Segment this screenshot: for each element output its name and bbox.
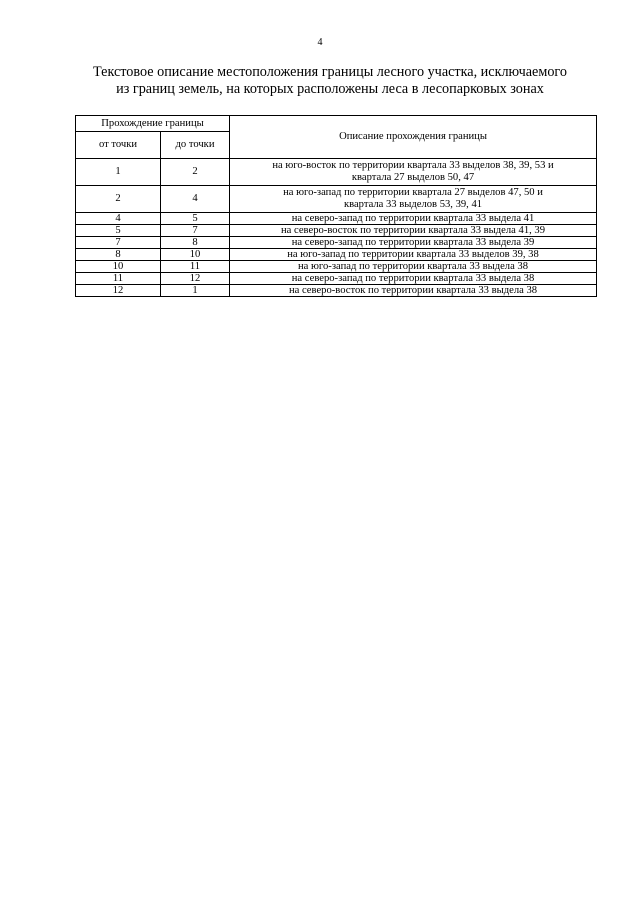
title-line-2: из границ земель, на которых расположены леса в лесопарковых зонах bbox=[116, 81, 544, 97]
cell-from: 2 bbox=[76, 186, 161, 213]
table-row bbox=[76, 261, 597, 273]
cell-description: на северо-запад по территории квартала 33 выдела 41 bbox=[230, 213, 597, 225]
document-title bbox=[60, 64, 600, 98]
header-to-point: до точки bbox=[161, 132, 230, 159]
cell-from: 8 bbox=[76, 249, 161, 261]
cell-description: на юго-запад по территории квартала 33 выделов 39, 38 bbox=[230, 249, 597, 261]
page-number: 4 bbox=[317, 37, 323, 48]
table-row bbox=[76, 237, 597, 249]
table-row bbox=[76, 249, 597, 261]
description-line: квартала 27 выделов 50, 47 bbox=[351, 172, 475, 183]
cell-from: 12 bbox=[76, 285, 161, 297]
cell-description: на северо-запад по территории квартала 33 выдела 39 bbox=[230, 237, 597, 249]
cell-from: 10 bbox=[76, 261, 161, 273]
header-from-point: от точки bbox=[76, 132, 161, 159]
cell-description: на юго-запад по территории квартала 33 выдела 38 bbox=[230, 261, 597, 273]
cell-description bbox=[230, 159, 597, 186]
cell-to: 2 bbox=[161, 159, 230, 186]
table-row bbox=[76, 225, 597, 237]
cell-to: 8 bbox=[161, 237, 230, 249]
cell-to: 11 bbox=[161, 261, 230, 273]
table-row bbox=[76, 213, 597, 225]
cell-description bbox=[230, 186, 597, 213]
header-description: Описание прохождения границы bbox=[230, 116, 597, 159]
cell-description: на северо-восток по территории квартала 33 выдела 41, 39 bbox=[230, 225, 597, 237]
cell-from: 7 bbox=[76, 237, 161, 249]
table-row bbox=[76, 186, 597, 213]
cell-from: 1 bbox=[76, 159, 161, 186]
cell-description: на северо-восток по территории квартала 33 выдела 38 bbox=[230, 285, 597, 297]
cell-from: 11 bbox=[76, 273, 161, 285]
table-row bbox=[76, 273, 597, 285]
description-line: квартала 33 выделов 53, 39, 41 bbox=[343, 199, 483, 210]
cell-to: 1 bbox=[161, 285, 230, 297]
cell-from: 4 bbox=[76, 213, 161, 225]
cell-description: на северо-запад по территории квартала 33 выдела 38 bbox=[230, 273, 597, 285]
title-line-1: Текстовое описание местоположения границы лесного участка, исключаемого bbox=[93, 64, 567, 80]
cell-to: 12 bbox=[161, 273, 230, 285]
cell-from: 5 bbox=[76, 225, 161, 237]
header-boundary-passage: Прохождение границы bbox=[76, 116, 230, 132]
cell-to: 4 bbox=[161, 186, 230, 213]
description-line: на юго-восток по территории квартала 33 выделов 38, 39, 53 и bbox=[272, 160, 554, 171]
cell-to: 5 bbox=[161, 213, 230, 225]
table-row bbox=[76, 285, 597, 297]
description-line: на юго-запад по территории квартала 27 выделов 47, 50 и bbox=[283, 187, 543, 198]
cell-to: 10 bbox=[161, 249, 230, 261]
table-row bbox=[76, 159, 597, 186]
cell-to: 7 bbox=[161, 225, 230, 237]
boundary-table bbox=[75, 115, 597, 297]
